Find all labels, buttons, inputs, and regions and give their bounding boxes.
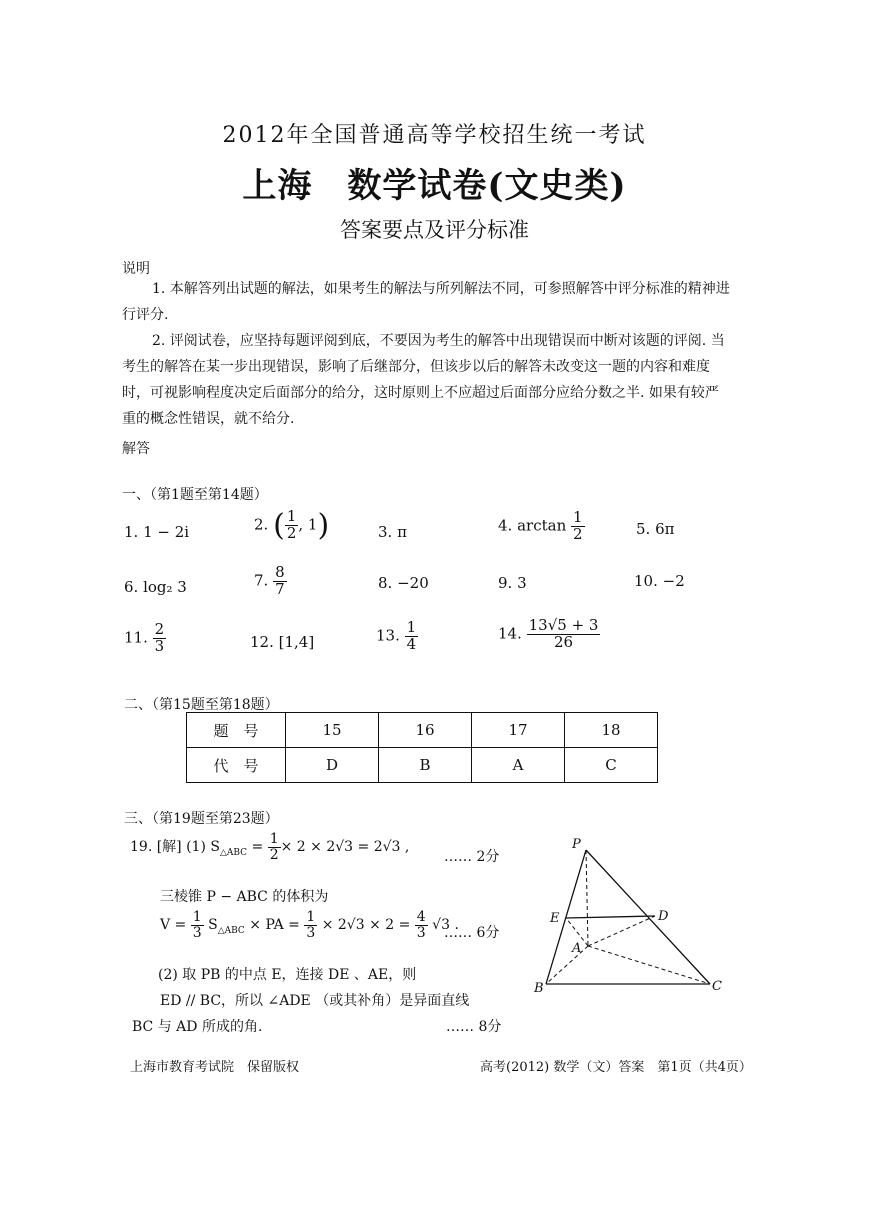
- answer-11: 11. $\frac{2}{3}$: [124, 620, 165, 655]
- table-cell: C: [565, 748, 658, 783]
- label-a: A: [572, 941, 582, 956]
- table-cell: B: [379, 748, 472, 783]
- q19-score-2: …… 6分: [444, 925, 500, 941]
- label-p: P: [572, 837, 581, 852]
- table-cell: A: [472, 748, 565, 783]
- answer-10: 10. −2: [634, 572, 685, 590]
- edge-pa: [586, 850, 588, 946]
- q19-line3: V = $\frac{1}{3}$ $S_{\triangle ABC}$ × PA = $\frac{1}{3}$ × 2√3 × 2 = $\frac{4}{3}$ √3 .: [160, 909, 459, 941]
- segment-ed: [566, 916, 655, 918]
- table-cell: 15: [286, 713, 379, 748]
- q19-score-3: …… 8分: [446, 1019, 502, 1035]
- choice-answer-table: [186, 712, 658, 783]
- answer-2: 2. ( $\frac{1}{2}$ , 1): [254, 507, 330, 543]
- table-cell: 16: [379, 713, 472, 748]
- label-e: E: [550, 911, 560, 926]
- section3-heading: 三、（第19题至第23题）: [124, 811, 279, 827]
- q19-line2: 三棱锥 P − ABC 的体积为: [160, 889, 329, 905]
- table-cell: 17: [472, 713, 565, 748]
- section2-heading: 二、（第15题至第18题）: [124, 697, 279, 713]
- answers-label: 解答: [122, 441, 150, 457]
- table-cell: D: [286, 748, 379, 783]
- section1-heading: 一、（第1题至第14题）: [122, 487, 268, 503]
- q19-line6: BC 与 AD 所成的角.: [132, 1019, 263, 1035]
- table-row: [187, 713, 658, 748]
- answer-7: 7. $\frac{8}{7}$: [254, 563, 285, 598]
- exam-title: 2012年全国普通高等学校招生统一考试: [222, 123, 647, 148]
- q19-score-1: …… 2分: [444, 849, 500, 865]
- answer-1: 1. 1 − 2i: [124, 523, 190, 541]
- paper-subtitle: 答案要点及评分标准: [340, 218, 529, 242]
- note-2: 2. 评阅试卷，应坚持每题评阅到底，不要因为考生的解答中出现错误而中断对该题的评阅. 当考生的解答在某一步出现错误，影响了后继部分，但该步以后的解答未改变这一题的内容和难度时，可视影响程度决定后面部分的给分，这时原则上不应超过后面部分应给分数之半. 如果有较严重的概念性错误，就不给分.: [122, 333, 725, 427]
- q19-line4: (2) 取 PB 的中点 E，连接 DE 、AE，则: [158, 967, 417, 983]
- label-d: D: [658, 909, 669, 924]
- table-cell: 代 号: [187, 748, 286, 783]
- answer-13: 13. $\frac{1}{4}$: [376, 618, 417, 653]
- footer-page-info: 高考(2012) 数学（文）答案 第1页（共4页）: [480, 1060, 752, 1075]
- paper-title: 上海 数学试卷(文史类): [242, 166, 627, 206]
- answer-12: 12. [1,4]: [250, 633, 315, 651]
- segment-ad: [588, 916, 655, 946]
- note-1: 1. 本解答列出试题的解法，如果考生的解法与所列解法不同，可参照解答中评分标准的精神进行评分.: [122, 281, 730, 323]
- footer-copyright: 上海市教育考试院 保留版权: [130, 1060, 300, 1075]
- table-cell: 题 号: [187, 713, 286, 748]
- answer-14: 14. $\frac{13√5 + 3}{26}$: [498, 616, 599, 651]
- answer-3: 3. π: [378, 523, 407, 541]
- label-c: C: [712, 979, 722, 994]
- tetrahedron-figure: [530, 834, 730, 1000]
- label-b: B: [534, 981, 544, 996]
- notes-label: 说明: [122, 261, 150, 277]
- answer-4: 4. arctan $\frac{1}{2}$: [498, 508, 583, 543]
- answer-9: 9. 3: [498, 574, 527, 592]
- table-cell: 18: [565, 713, 658, 748]
- table-row: [187, 748, 658, 783]
- answer-5: 5. 6π: [636, 520, 675, 538]
- q19-line1: 19. [解] (1) $S_{\triangle ABC}$ = $\frac{1}{2}$ × 2 × 2√3 = 2√3 ,: [130, 831, 410, 863]
- answer-6: 6. log₂ 3: [124, 578, 187, 596]
- answer-8: 8. −20: [378, 574, 429, 592]
- q19-line5: ED // BC，所以 ∠ADE （或其补角）是异面直线: [160, 993, 470, 1009]
